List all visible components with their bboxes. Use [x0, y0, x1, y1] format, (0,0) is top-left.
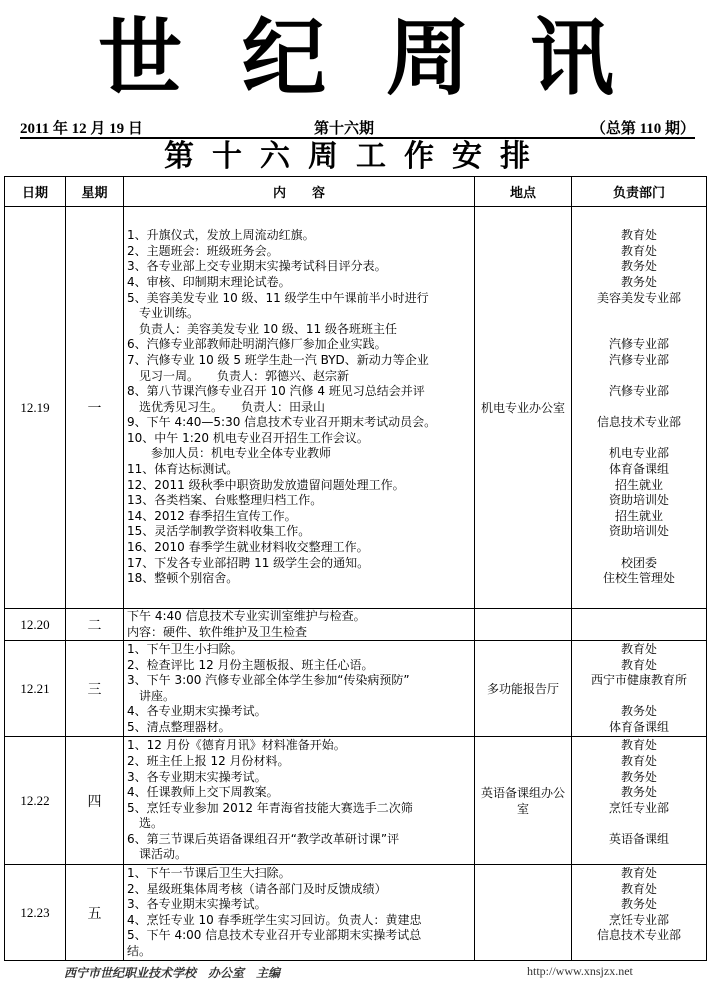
- dept-line: 教育处: [620, 228, 657, 243]
- dept-line: 教务处: [620, 897, 657, 912]
- content-line: 1、升旗仪式，发放上周流动红旗。: [127, 228, 315, 243]
- dept-line: [572, 816, 706, 832]
- content-line: 4、任课教师上交下周教案。: [127, 785, 279, 800]
- row-location: 英语备课组办公室: [475, 737, 572, 865]
- dept-line: 体育备课组: [608, 462, 669, 477]
- content-line: 13、各类档案、台账整理归档工作。: [127, 493, 323, 508]
- content-line: 下午 4:40 信息技术专业实训室维护与检查。: [127, 609, 366, 623]
- content-line: 1、12 月份《德育月讯》材料准备开始。: [127, 738, 346, 753]
- dept-line: [572, 689, 706, 705]
- row-dept: [572, 865, 707, 961]
- row-date: 12.19: [5, 207, 66, 609]
- row-dept: [572, 737, 707, 865]
- row-date: 12.21: [5, 641, 66, 737]
- dept-line: [572, 431, 706, 447]
- content-line: 17、下发各专业部招聘 11 级学生会的通知。: [127, 555, 370, 570]
- content-line: 2、检查评比 12 月份主题板报、班主任心语。: [127, 657, 374, 672]
- dept-line: 机电专业部: [608, 446, 669, 461]
- content-line: 6、汽修专业部教师赴明湖汽修厂参加企业实践。: [127, 337, 387, 352]
- content-line: 6、第三节课后英语备课组召开“教学改革研讨课”评: [127, 831, 400, 846]
- content-line: 15、灵活学制教学资料收集工作。: [127, 524, 311, 539]
- row-dept: [572, 609, 707, 641]
- content-line: 1、下午卫生小扫除。: [127, 641, 243, 656]
- content-line: 选。: [127, 816, 164, 831]
- dept-line: 资助培训处: [608, 493, 669, 508]
- dept-line: 教育处: [620, 753, 657, 768]
- content-line: 4、审核、印制期末理论试卷。: [127, 274, 291, 289]
- content-line: 4、各专业期末实操考试。: [127, 704, 267, 719]
- dept-line: 汽修专业部: [608, 337, 669, 352]
- dept-line: 体育备课组: [608, 719, 669, 734]
- row-date: 12.22: [5, 737, 66, 865]
- row-dept: [572, 641, 707, 737]
- dept-line: 资助培训处: [608, 524, 669, 539]
- dept-line: 烹饪专业部: [608, 912, 669, 927]
- dept-line: 教育处: [620, 641, 657, 656]
- content-line: 18、整顿个别宿舍。: [127, 571, 239, 586]
- dept-line: 教务处: [620, 259, 657, 274]
- dept-line: 教育处: [620, 865, 657, 880]
- dept-line: [572, 540, 706, 556]
- content-line: 2、星级班集体周考核（请各部门及时反馈成绩）: [127, 881, 387, 896]
- dept-line: 招生就业: [614, 477, 663, 492]
- issue-number: 第十六期: [314, 121, 375, 137]
- footer-school: 西宁市世纪职业技术学校 办公室 主编: [64, 966, 281, 980]
- header-dept: 负责部门: [572, 177, 707, 207]
- dept-line: 英语备课组: [608, 831, 669, 846]
- row-location: 机电专业办公室: [475, 207, 572, 609]
- dept-line: 信息技术专业部: [596, 928, 681, 943]
- dept-line: 西宁市健康教育所: [590, 673, 687, 688]
- row-location: [475, 865, 572, 961]
- row-content: [124, 865, 475, 961]
- content-line: 16、2010 春季学生就业材料收交整理工作。: [127, 540, 369, 555]
- content-line: 9、下午 4:40—5:30 信息技术专业召开期末考试动员会。: [127, 415, 437, 430]
- row-content: [124, 737, 475, 865]
- content-line: 7、汽修专业 10 级 5 班学生赴一汽 BYD、新动力等企业: [127, 352, 429, 367]
- content-line: 选优秀见习生。 负责人：田录山: [127, 399, 326, 414]
- dept-line: 教务处: [620, 769, 657, 784]
- content-line: 3、各专业部上交专业期末实操考试科目评分表。: [127, 259, 387, 274]
- row-date: 12.20: [5, 609, 66, 641]
- dept-line: [572, 369, 706, 385]
- content-line: 专业训练。: [127, 306, 200, 321]
- row-dept: [572, 207, 707, 609]
- dept-line: [572, 400, 706, 416]
- content-line: 见习一周。 负责人：郭德兴、赵宗新: [127, 368, 350, 383]
- content-line: 3、下午 3:00 汽修专业部全体学生参加“传染病预防”: [127, 673, 410, 688]
- content-line: 课活动。: [127, 847, 188, 862]
- row-content: [124, 207, 475, 609]
- header-date: 日期: [5, 177, 66, 207]
- schedule-row: [5, 737, 707, 865]
- schedule-row: [5, 865, 707, 961]
- row-date: 12.23: [5, 865, 66, 961]
- dept-line: 教务处: [620, 785, 657, 800]
- content-line: 1、下午一节课后卫生大扫除。: [127, 865, 291, 880]
- content-line: 8、第八节课汽修专业召开 10 汽修 4 班见习总结会并评: [127, 384, 425, 399]
- content-line: 14、2012 春季招生宣传工作。: [127, 508, 297, 523]
- row-weekday: 四: [66, 737, 124, 865]
- content-line: 内容：硬件、软件维护及卫生检查: [127, 624, 308, 639]
- page-title: 第十六周工作安排: [164, 139, 548, 174]
- content-line: 结。: [127, 943, 152, 958]
- masthead-title: 世纪周讯: [97, 8, 674, 107]
- header-content: 内 容: [124, 177, 475, 207]
- content-line: 4、烹饪专业 10 春季班学生实习回访。负责人：黄建忠: [127, 912, 422, 927]
- dept-line: 汽修专业部: [608, 384, 669, 399]
- dept-line: 教育处: [620, 657, 657, 672]
- dept-line: 教务处: [620, 704, 657, 719]
- content-line: 10、中午 1:20 机电专业召开招生工作会议。: [127, 430, 369, 445]
- header-location: 地点: [475, 177, 572, 207]
- content-line: 5、下午 4:00 信息技术专业召开专业部期末实操考试总: [127, 928, 422, 943]
- dept-line: [572, 847, 706, 863]
- header-day: 星期: [66, 177, 124, 207]
- dept-line: 汽修专业部: [608, 352, 669, 367]
- content-line: 11、体育达标测试。: [127, 462, 239, 477]
- dept-line: 教育处: [620, 243, 657, 258]
- content-line: 讲座。: [127, 688, 176, 703]
- dept-line: 美容美发专业部: [596, 290, 681, 305]
- content-line: 3、各专业期末实操考试。: [127, 769, 267, 784]
- dept-line: 教务处: [620, 274, 657, 289]
- row-location: [475, 609, 572, 641]
- dept-line: 住校生管理处: [602, 571, 675, 586]
- dept-line: 教育处: [620, 738, 657, 753]
- content-line: 参加人员：机电专业全体专业教师: [127, 446, 332, 461]
- table-header-row: [5, 177, 707, 207]
- schedule-row: [5, 641, 707, 737]
- content-line: 5、美容美发专业 10 级、11 级学生中午课前半小时进行: [127, 290, 429, 305]
- content-line: 5、清点整理器材。: [127, 719, 231, 734]
- row-weekday: 二: [66, 609, 124, 641]
- dept-line: [572, 306, 706, 322]
- row-content: [124, 609, 475, 641]
- dept-line: 校团委: [620, 555, 657, 570]
- content-line: 2、班主任上报 12 月份材料。: [127, 753, 290, 768]
- dept-line: [572, 322, 706, 338]
- dept-line: 烹饪专业部: [608, 800, 669, 815]
- row-weekday: 三: [66, 641, 124, 737]
- row-content: [124, 641, 475, 737]
- footer-url[interactable]: http://www.xnsjzx.net: [527, 964, 633, 978]
- content-line: 负责人：美容美发专业 10 级、11 级各班班主任: [127, 321, 397, 336]
- issue-total: （总第 110 期）: [590, 121, 695, 137]
- schedule-row: [5, 609, 707, 641]
- dept-line: 教育处: [620, 881, 657, 896]
- dept-line: 信息技术专业部: [596, 415, 681, 430]
- schedule-table: [4, 176, 707, 961]
- content-line: 12、2011 级秋季中职资助发放遗留问题处理工作。: [127, 477, 405, 492]
- content-line: 2、主题班会：班级班务会。: [127, 243, 279, 258]
- schedule-row: [5, 207, 707, 609]
- row-weekday: 五: [66, 865, 124, 961]
- dept-line: 招生就业: [614, 508, 663, 523]
- dept-line: [572, 944, 706, 960]
- row-weekday: 一: [66, 207, 124, 609]
- issue-info-row: [20, 117, 695, 139]
- row-location: 多功能报告厅: [475, 641, 572, 737]
- content-line: 3、各专业期末实操考试。: [127, 897, 267, 912]
- issue-date: 2011 年 12 月 19 日: [20, 121, 143, 137]
- content-line: 5、烹饪专业参加 2012 年青海省技能大赛选手二次筛: [127, 800, 413, 815]
